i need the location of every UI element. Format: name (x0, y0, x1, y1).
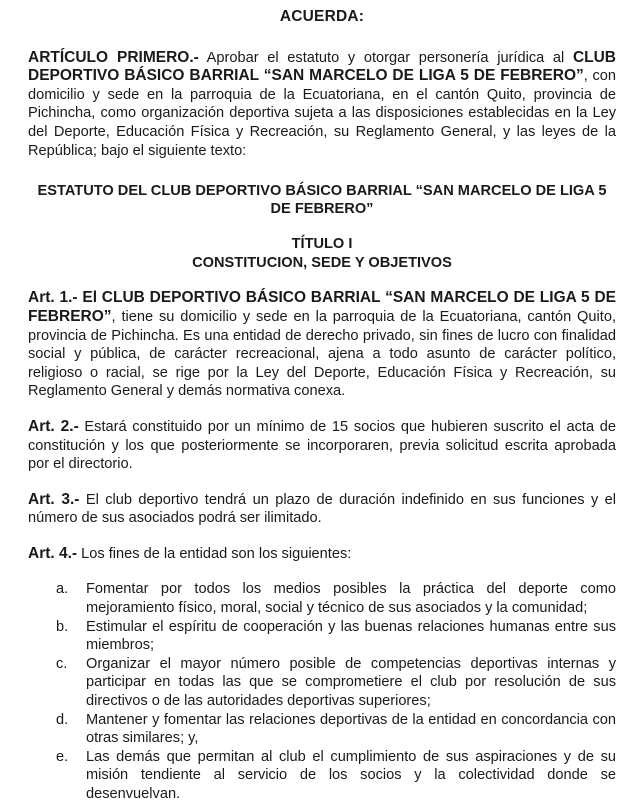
art1-text: , tiene su domicilio y sede en la parroquia de la Ecuatoriana, cantón Quito, provincia de Pichincha. Es una entidad de derecho privado, sin fines de lucro con finalidad social y pública, de carácter recreacional, ajena a todo asunto de carácter político, religioso o racial, se rige por la Ley del Deporte, Educación Física y Recreación, su Reglamento General y demás normativa conexa. (28, 308, 616, 400)
art2-label: Art. 2.- (28, 417, 79, 435)
art3-text: El club deportivo tendrá un plazo de duración indefinido en sus funciones y el número de sus asociados podrá ser ilimitado. (28, 491, 617, 527)
list-marker: e. (56, 748, 69, 765)
list-marker: b. (56, 618, 69, 635)
art1-label: Art. 1.- (28, 289, 78, 307)
titulo-name: CONSTITUCION, SEDE Y OBJETIVOS (192, 254, 452, 271)
club-name: CLUB DEPORTIVO BÁSICO BARRIAL “SAN MARCELO DE LIGA 5 DE FEBRERO” (28, 48, 617, 85)
acuerda-heading: ACUERDA: (279, 8, 365, 25)
document-page (28, 8, 616, 804)
list-item-text: Fomentar por todos los medios posibles la práctica del deporte como mejoramiento físico, moral, social y técnico de sus asociados y la comunidad; (86, 581, 616, 617)
list-item (28, 655, 616, 711)
titulo-number: TÍTULO I (291, 236, 353, 253)
list-marker: a. (56, 581, 69, 598)
articulo-primero-label: ARTÍCULO PRIMERO.- (28, 48, 199, 66)
list-item (28, 748, 616, 804)
art2-paragraph (28, 418, 616, 474)
list-marker: d. (56, 711, 69, 728)
art4-text: Los fines de la entidad son los siguientes: (77, 545, 352, 562)
art4-label: Art. 4.- (28, 544, 78, 562)
list-item-text: Estimular el espíritu de cooperación y las buenas relaciones humanas entre sus miembros; (86, 618, 616, 654)
art1-name: El CLUB DEPORTIVO BÁSICO BARRIAL “SAN MARCELO DE LIGA 5 DE FEBRERO” (28, 289, 616, 325)
art2-text: Estará constituido por un mínimo de 15 socios que hubieren suscrito el acta de constitución y los que posteriormente se incorporaren, previa solicitud escrita aprobada por el directorio. (28, 418, 616, 473)
fines-list (28, 580, 616, 803)
list-item-text: Organizar el mayor número posible de competencias deportivas internas y participar en todas las que se comprometiere el club por resolución de sus directivos o de las autoridades deportivas superiores; (86, 655, 616, 710)
list-marker: c. (56, 655, 68, 672)
list-item-text: Las demás que permitan al club el cumplimiento de sus aspiraciones y de su misión tendiente al servicio de los socios y la colectividad donde se desenvuelvan. (86, 748, 616, 802)
list-item (28, 580, 616, 617)
articulo-primero-text1: Aprobar el estatuto y otorgar personería jurídica al (198, 49, 573, 66)
list-item-text: Mantener y fomentar las relaciones deportivas de la entidad en concordancia con otras similares; y, (86, 711, 616, 747)
articulo-primero-paragraph (28, 49, 616, 161)
art4-paragraph (28, 545, 616, 564)
articulo-primero-text2: , con domicilio y sede en la parroquia de la Ecuatoriana, en el cantón Quito, provincia de Pichincha, como organización deportiva sujeta a las disposiciones establecidas en la Ley del Deporte, Educación Física y Recreación, su Reglamento General, y las leyes de la República; bajo el siguiente texto: (28, 68, 616, 159)
estatuto-title: ESTATUTO DEL CLUB DEPORTIVO BÁSICO BARRIAL “SAN MARCELO DE LIGA 5 DE FEBRERO” (37, 183, 607, 218)
art3-paragraph (28, 491, 616, 528)
art1-paragraph (28, 289, 616, 401)
list-item (28, 711, 616, 748)
list-item (28, 618, 616, 655)
art3-label: Art. 3.- (28, 490, 80, 508)
